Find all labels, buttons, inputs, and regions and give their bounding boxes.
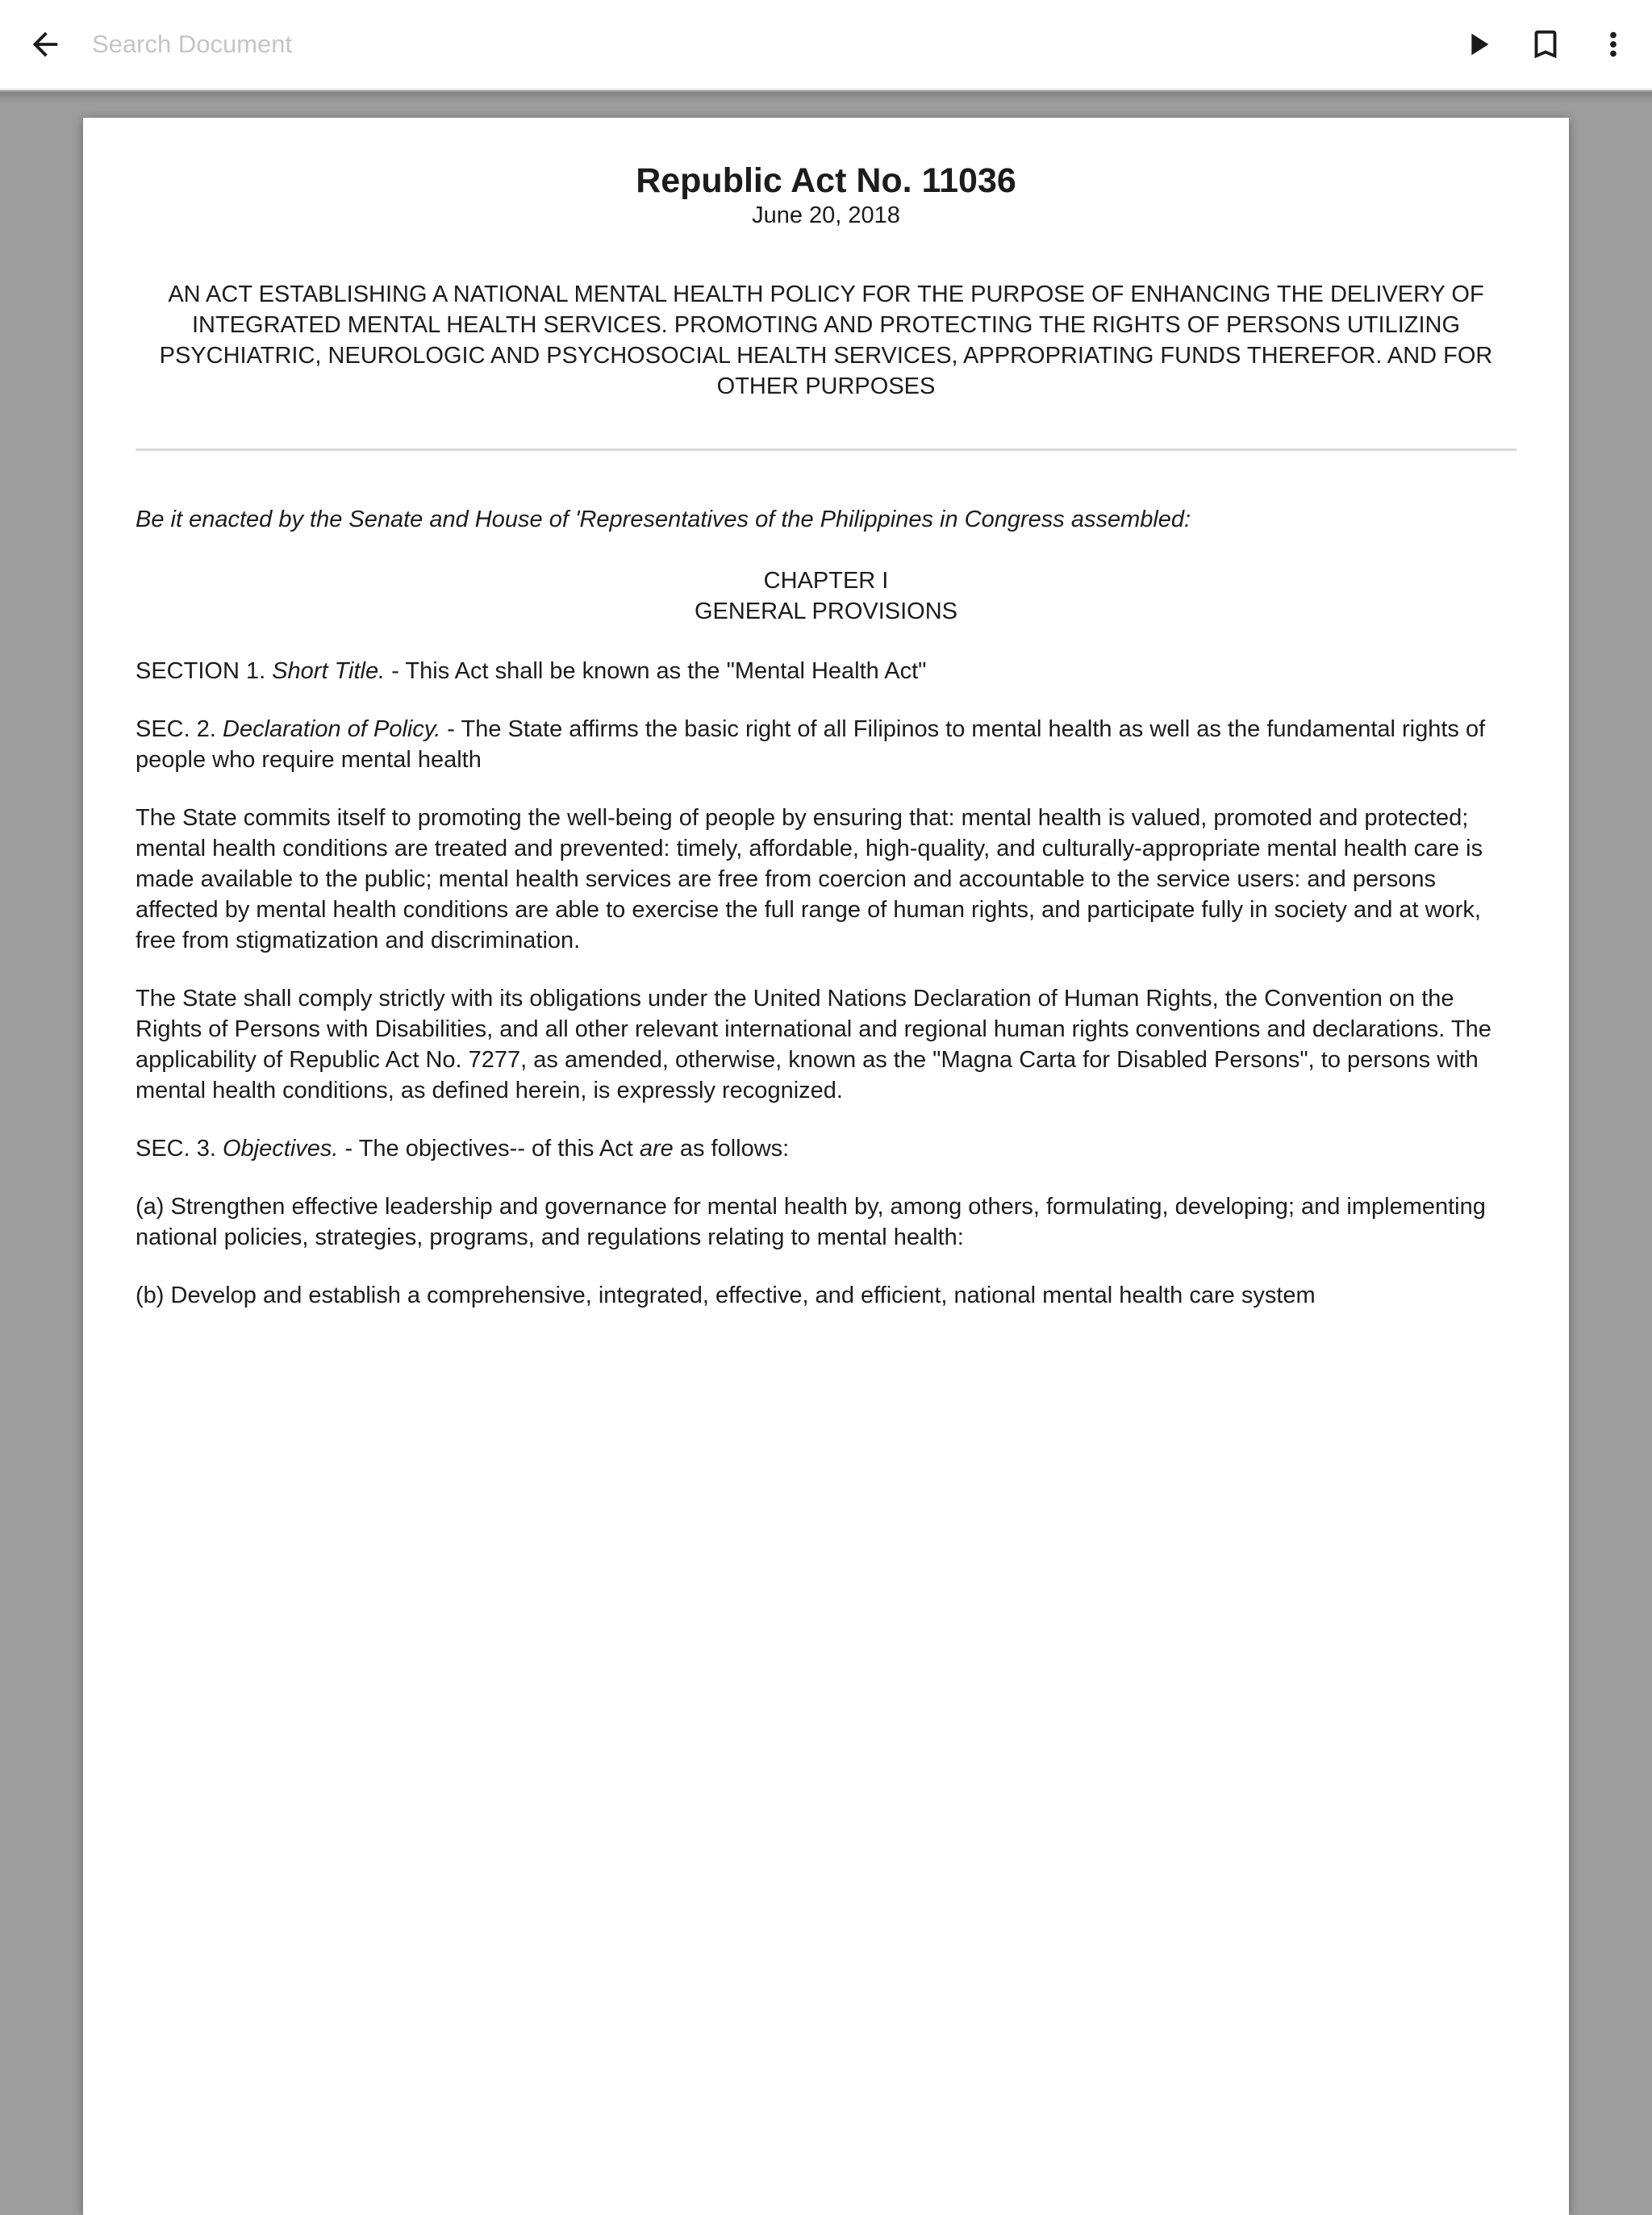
back-arrow-icon: [27, 26, 64, 63]
enacting-clause: Be it enacted by the Senate and House of 'Representatives of the Philippines in Congress assembled:: [136, 507, 1191, 532]
more-options-button[interactable]: [1592, 23, 1634, 65]
document-page: [83, 118, 1569, 2215]
toolbar-actions: [1457, 23, 1634, 65]
policy-paragraph-2: The State shall comply strictly with its obligations under the United Nations Declaration of Human Rights, the Convention on the Rights of Persons with Disabilities, and all other relevant international and regional human rights conventions and declarations. The applicability of Republic Act No. 7277, as amended, otherwise, known as the "Magna Carta for Disabled Persons", to persons with mental health conditions, as defined herein, is expressly recognized.: [136, 986, 1491, 1103]
section-2-heading: Declaration of Policy.: [223, 716, 441, 742]
section-1: [136, 656, 1516, 686]
section-1-body: - This Act shall be known as the "Mental Health Act": [385, 658, 927, 684]
document-date: June 20, 2018: [752, 202, 900, 228]
document-title: Republic Act No. 11036: [636, 161, 1016, 200]
search-input[interactable]: [90, 29, 816, 60]
act-preamble: AN ACT ESTABLISHING A NATIONAL MENTAL HEALTH POLICY FOR THE PURPOSE OF ENHANCING THE DELIVERY OF INTEGRATED MENTAL HEALTH SERVICES. PROMOTING AND PROTECTING THE RIGHTS OF PERSONS UTILIZING PSYCHIATRIC, NEUROLOGIC AND PSYCHOSOCIAL HEALTH SERVICES, APPROPRIATING FUNDS THEREFOR. AND FOR OTHER PURPOSES: [159, 282, 1493, 399]
section-3-body-1: - The objectives-- of this Act: [338, 1136, 640, 1162]
objective-a: (a) Strengthen effective leadership and governance for mental health by, among others, formulating, developing; and implementing national policies, strategies, programs, and regulations relating to mental health:: [136, 1194, 1486, 1250]
section-2-lead: SEC. 2.: [136, 716, 223, 742]
back-button[interactable]: [24, 23, 66, 65]
section-1-heading: Short Title.: [272, 658, 386, 684]
play-button[interactable]: [1457, 23, 1499, 65]
bookmark-button[interactable]: [1525, 23, 1566, 65]
chapter-number: CHAPTER I: [763, 568, 889, 594]
section-2: [136, 714, 1516, 775]
top-toolbar: [0, 0, 1652, 90]
chapter-heading: [136, 565, 1516, 627]
section-1-lead: SECTION 1.: [136, 658, 273, 684]
section-divider: [136, 448, 1516, 451]
more-vert-icon: [1595, 26, 1632, 63]
policy-paragraph-1: The State commits itself to promoting the well-being of people by ensuring that: mental health is valued, promoted and protected; mental health conditions are treated and prevented: timely, affordable, high-quality, and culturally-appropriate mental health care is made available to the public; mental health services are free from coercion and accountable to the service users: and persons affected by mental health conditions are able to exercise the full range of human rights, and participate fully in society and at work, free from stigmatization and discrimination.: [136, 805, 1483, 953]
section-2-body: - The State affirms the basic right of all Filipinos to mental health as well as the fundamental rights of people who require mental health: [136, 716, 1486, 773]
play-icon: [1459, 26, 1496, 63]
objective-b: (b) Develop and establish a comprehensive, integrated, effective, and efficient, national mental health care system: [136, 1283, 1316, 1308]
section-3-lead: SEC. 3.: [136, 1136, 223, 1162]
search-field-container: [90, 29, 1457, 60]
section-3-heading: Objectives.: [223, 1136, 339, 1162]
section-3-body-2: as follows:: [673, 1136, 790, 1162]
bookmark-icon: [1527, 26, 1564, 63]
chapter-title: GENERAL PROVISIONS: [694, 599, 958, 624]
document-viewer[interactable]: [0, 90, 1652, 1308]
section-3: [136, 1133, 1516, 1164]
section-3-emphasis: are: [639, 1136, 674, 1162]
